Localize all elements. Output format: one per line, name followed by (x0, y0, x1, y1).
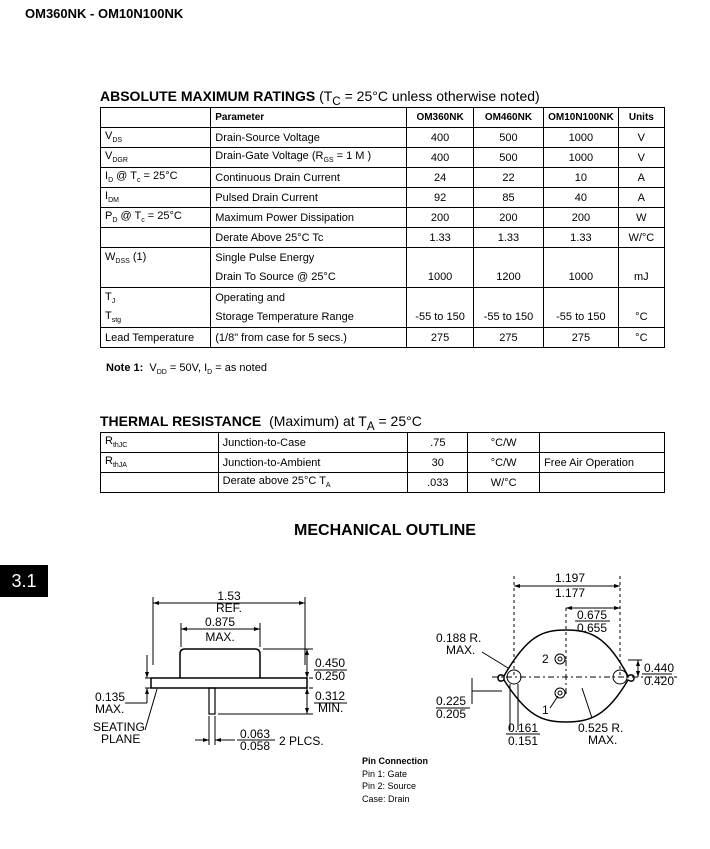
table-row (101, 328, 665, 348)
note-cell (540, 433, 665, 453)
seating-label-2: PLANE (101, 732, 141, 746)
table-row (101, 453, 665, 473)
value-cell: 1000 (544, 268, 619, 288)
dim-max: MAX. (205, 630, 235, 644)
value-cell: 1.33 (473, 228, 543, 248)
unit-cell: V (618, 148, 664, 168)
note-cell: Free Air Operation (540, 453, 665, 473)
abs-max-title (100, 88, 540, 108)
dim-left-lower: 0.205 (436, 707, 467, 721)
symbol-cell: $R_{thJC}$ (101, 433, 219, 453)
symbol-cell (101, 473, 219, 493)
symbol-cell: $T_{stg}$ (101, 308, 211, 328)
value-cell: 275 (407, 328, 474, 348)
dim-right-upper: 0.440 (644, 661, 675, 675)
part-range-header: OM360NK - OM10N100NK (25, 6, 184, 21)
dim-ref: REF. (215, 601, 243, 615)
param-cell: Drain To Source @ 25°C (211, 268, 407, 288)
dim-pin-sp-lower: 0.655 (576, 621, 608, 635)
dim-pin-sp-upper: 0.675 (576, 608, 608, 622)
value-cell: 275 (544, 328, 619, 348)
seating-label-1: SEATING (93, 720, 145, 734)
dim-cap-width: 0.875 (204, 615, 236, 629)
param-cell: Storage Temperature Range (211, 308, 407, 328)
table-header-row (101, 108, 665, 128)
unit-cell: °C (618, 308, 664, 328)
symbol-cell: $I_{DM}$ (101, 188, 211, 208)
dim-hole-upper: 0.161 (508, 721, 539, 735)
header-symbol (101, 108, 211, 128)
value-cell: 500 (473, 148, 543, 168)
pin-1 (555, 688, 565, 698)
value-cell: -55 to 150 (473, 308, 543, 328)
dim-height-upper: 0.450 (315, 656, 346, 670)
abs-max-condition: ($T_C = 25^\circ C$ unless otherwise noted) (319, 88, 540, 108)
value-cell (407, 288, 474, 308)
table-row (101, 128, 665, 148)
value-cell: 200 (407, 208, 474, 228)
param-cell: Single Pulse Energy (211, 248, 407, 268)
param-cell: Derate above 25°C $T_A$ (218, 473, 408, 493)
table-row (101, 188, 665, 208)
symbol-cell: $R_{thJA}$ (101, 453, 219, 473)
dim-max3: MAX. (446, 643, 476, 657)
pin-1-text: Pin 1: Gate (362, 768, 408, 779)
unit-cell: °C (618, 328, 664, 348)
header-om10n: OM10N100NK (544, 108, 619, 128)
value-cell: 1000 (407, 268, 474, 288)
unit-cell: A (618, 188, 664, 208)
dim-mount-upper: 1.197 (554, 571, 586, 585)
dim-height-lower: 0.250 (315, 669, 346, 683)
dim-flange-thk: 0.135 (95, 690, 126, 704)
value-cell (407, 248, 474, 268)
unit-cell: W/°C (468, 473, 540, 493)
value-cell: 200 (544, 208, 619, 228)
symbol-cell: $I_D$ @ $T_c = 25^\circ C$ (101, 168, 211, 188)
mechanical-title: MECHANICAL OUTLINE (294, 522, 476, 539)
pin-2-label: 2 (542, 652, 549, 666)
symbol-cell (101, 228, 211, 248)
param-cell: Derate Above 25°C Tc (211, 228, 407, 248)
value-cell: 1.33 (407, 228, 474, 248)
header-units: Units (618, 108, 664, 128)
param-cell: Maximum Power Dissipation (211, 208, 407, 228)
header-om360: OM360NK (407, 108, 474, 128)
value-cell: 1200 (473, 268, 543, 288)
table-row (101, 473, 665, 493)
value-cell: 400 (407, 148, 474, 168)
value-cell: 24 (407, 168, 474, 188)
unit-cell: °C/W (468, 433, 540, 453)
value-cell: -55 to 150 (407, 308, 474, 328)
pin-2-text: Pin 2: Source (362, 781, 417, 791)
pin-connection (362, 755, 428, 805)
case-text: Case: Drain (362, 793, 410, 804)
leader-line (582, 688, 592, 718)
unit-cell (618, 288, 664, 308)
value-cell: .033 (408, 473, 468, 493)
table-row (101, 208, 665, 228)
dim-left-upper: 0.225 (436, 694, 467, 708)
param-cell: Junction-to-Ambient (218, 453, 408, 473)
value-cell: 85 (473, 188, 543, 208)
value-cell: 500 (473, 128, 543, 148)
case-flange (151, 678, 307, 688)
value-cell: 1.33 (544, 228, 619, 248)
value-cell: 275 (473, 328, 543, 348)
value-cell: .75 (408, 433, 468, 453)
param-cell: Operating and (211, 288, 407, 308)
table-row (101, 433, 665, 453)
symbol-cell: $V_{DS}$ (101, 128, 211, 148)
unit-cell: mJ (618, 268, 664, 288)
side-view-drawing (85, 585, 355, 755)
dim-lead-len: 0.312 (315, 689, 346, 703)
value-cell: 200 (473, 208, 543, 228)
symbol-cell: $V_{DGR}$ (101, 148, 211, 168)
value-cell: 22 (473, 168, 543, 188)
unit-cell: A (618, 168, 664, 188)
note-1: Note 1: $V_{DD} = 50V$, $I_D$ = as noted (106, 362, 267, 377)
dim-lead-dia-lower: 0.058 (240, 739, 271, 753)
value-cell: 1000 (544, 128, 619, 148)
dim-right-lower: 0.420 (644, 674, 675, 688)
value-cell: 40 (544, 188, 619, 208)
symbol-cell: $W_{DSS}$ (1) (101, 248, 211, 268)
symbol-cell: $P_D$ @ $T_c = 25^\circ C$ (101, 208, 211, 228)
value-cell: 10 (544, 168, 619, 188)
unit-cell: V (618, 128, 664, 148)
unit-cell (618, 248, 664, 268)
thermal-title: THERMAL RESISTANCE (Maximum) at $T_A = 25^\circ C$ (100, 413, 422, 433)
dim-hole-lower: 0.151 (508, 734, 539, 748)
thermal-table (100, 432, 665, 493)
abs-max-title-text: ABSOLUTE MAXIMUM RATINGS (100, 88, 316, 104)
dim-lead-dia-upper: 0.063 (240, 727, 271, 741)
dim-max4: MAX. (588, 733, 618, 747)
value-cell: -55 to 150 (544, 308, 619, 328)
table-row (101, 268, 665, 288)
pin-2-core (558, 657, 562, 661)
value-cell (544, 288, 619, 308)
dim-width-total: 1.53 (217, 589, 241, 603)
param-cell: Continuous Drain Current (211, 168, 407, 188)
dim-max2: MAX. (95, 702, 125, 716)
dim-radius-small: 0.188 R. (436, 631, 482, 645)
value-cell: 30 (408, 453, 468, 473)
pin-1-label: 1 (542, 703, 549, 717)
section-tab: 3.1 (0, 565, 48, 597)
symbol-cell: Lead Temperature (101, 328, 211, 348)
leader-line (550, 696, 558, 708)
param-cell: Drain-Gate Voltage ($R_{GS} = 1$ M ) (211, 148, 407, 168)
top-view-drawing (432, 568, 682, 748)
pin-2 (555, 654, 565, 664)
param-cell: (1/8" from case for 5 secs.) (211, 328, 407, 348)
lead (209, 688, 215, 714)
table-row (101, 248, 665, 268)
param-cell: Pulsed Drain Current (211, 188, 407, 208)
thermal-condition: (Maximum) at $T_A = 25^\circ C$ (269, 413, 422, 433)
note-cell (540, 473, 665, 493)
table-row (101, 228, 665, 248)
abs-max-table (100, 107, 665, 348)
dim-min: MIN. (318, 701, 344, 715)
leader-line (482, 652, 508, 668)
table-row (101, 148, 665, 168)
table-row (101, 168, 665, 188)
dim-radius-large: 0.525 R. (578, 721, 624, 735)
param-cell: Drain-Source Voltage (211, 128, 407, 148)
dim-mount-lower: 1.177 (554, 586, 586, 600)
unit-cell: W/°C (618, 228, 664, 248)
value-cell: 1000 (544, 148, 619, 168)
unit-cell: W (618, 208, 664, 228)
value-cell: 400 (407, 128, 474, 148)
header-parameter: Parameter (211, 108, 407, 128)
symbol-cell (101, 268, 211, 288)
value-cell (473, 288, 543, 308)
unit-cell: °C/W (468, 453, 540, 473)
dim-plcs: 2 PLCS. (279, 734, 324, 748)
table-row (101, 288, 665, 308)
header-om460: OM460NK (473, 108, 543, 128)
value-cell (544, 248, 619, 268)
symbol-cell: $T_J$ (101, 288, 211, 308)
value-cell: 92 (407, 188, 474, 208)
table-row (101, 308, 665, 328)
pin-connection-title: Pin Connection (362, 756, 428, 766)
case-cap (180, 649, 260, 678)
param-cell: Junction-to-Case (218, 433, 408, 453)
pin-1-core (558, 691, 562, 695)
value-cell (473, 248, 543, 268)
